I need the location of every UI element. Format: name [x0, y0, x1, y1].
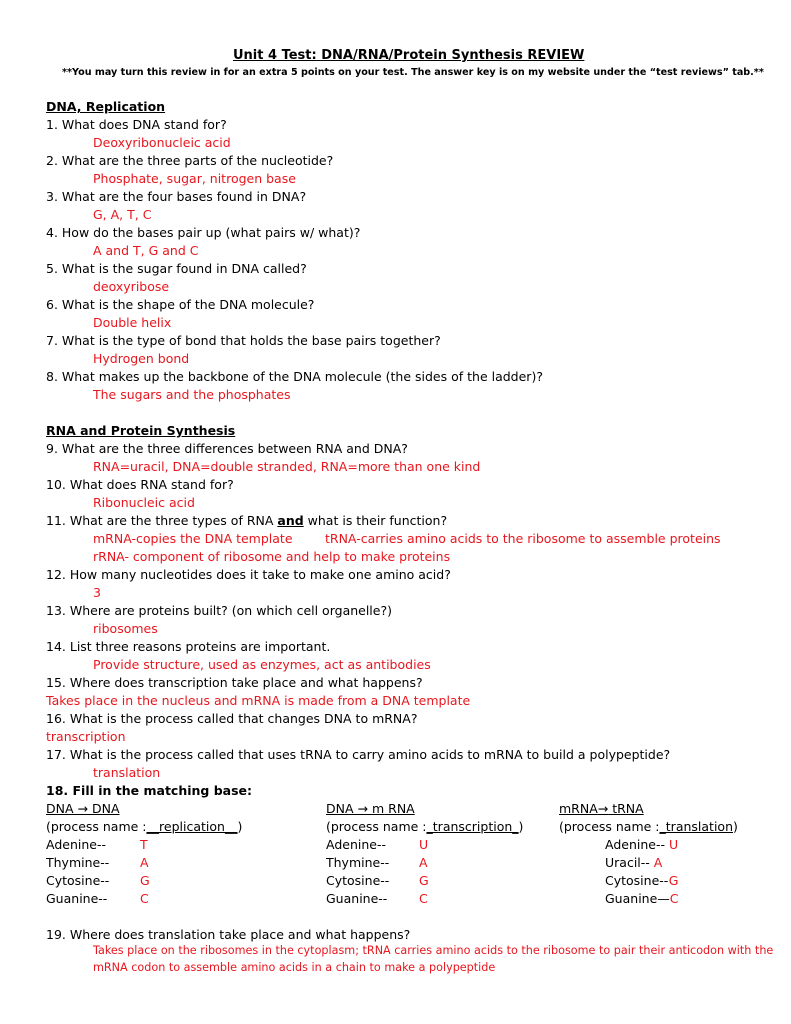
question-11-end: what is their function?: [303, 513, 448, 528]
col2-row-label: Guanine--: [326, 891, 388, 906]
col3-row-value: U: [668, 837, 679, 852]
answer-7: Hydrogen bond: [93, 351, 190, 366]
question-11-and: and: [277, 513, 304, 528]
answer-9: RNA=uracil, DNA=double stranded, RNA=more than one kind: [93, 459, 481, 474]
col2-row-label: Cytosine--: [326, 873, 390, 888]
col2-heading-start: DNA: [326, 801, 358, 816]
col2-heading: [326, 800, 415, 818]
col1-heading: [46, 800, 120, 818]
question-7: 7. What is the type of bond that holds the base pairs together?: [46, 333, 441, 348]
col1-row-value: A: [140, 855, 149, 870]
question-19: 19. Where does translation take place and what happens?: [46, 927, 411, 942]
col3-heading-end: tRNA: [608, 801, 644, 816]
col3-row: [605, 890, 679, 908]
answer-4: A and T, G and C: [93, 243, 199, 258]
col3-row: [605, 836, 678, 854]
col3-row-label: Adenine--: [605, 837, 669, 852]
question-12: 12. How many nucleotides does it take to make one amino acid?: [46, 567, 451, 582]
col1-process-label: (process name :: [46, 819, 147, 834]
col2-heading-end: RNA: [384, 801, 415, 816]
col1-process: [46, 818, 242, 836]
answer-10: Ribonucleic acid: [93, 495, 195, 510]
col1-row-label: Cytosine--: [46, 873, 110, 888]
arrow-icon: →: [597, 801, 609, 816]
col1-heading-end: DNA: [88, 801, 120, 816]
review-note: **You may turn this review in for an extra 5 points on your test. The answer key is on my website under the “test reviews” tab.**: [62, 67, 764, 78]
question-8: 8. What makes up the backbone of the DNA molecule (the sides of the ladder)?: [46, 369, 543, 384]
answer-16: transcription: [46, 729, 126, 744]
col2-row-value: C: [419, 891, 428, 906]
col3-row-label: Cytosine--: [605, 873, 669, 888]
col2-row-label: Adenine--: [326, 837, 386, 852]
question-4: 4. How do the bases pair up (what pairs w/ what)?: [46, 225, 361, 240]
question-13: 13. Where are proteins built? (on which cell organelle?): [46, 603, 392, 618]
question-1: 1. What does DNA stand for?: [46, 117, 227, 132]
col1-process-close: ): [237, 819, 243, 834]
page-title: Unit 4 Test: DNA/RNA/Protein Synthesis REVIEW: [233, 48, 585, 63]
col1-row-value: G: [140, 873, 150, 888]
question-2: 2. What are the three parts of the nucleotide?: [46, 153, 334, 168]
answer-8: The sugars and the phosphates: [93, 387, 291, 402]
answer-11-rrna: rRNA- component of ribosome and help to make proteins: [93, 549, 451, 564]
col3-row-label: Guanine—: [605, 891, 670, 906]
question-11-start: 11. What are the three types of RNA: [46, 513, 278, 528]
col2-process-value: _transcription_: [426, 819, 519, 834]
col2-row-label: Thymine--: [326, 855, 390, 870]
col3-row-value: A: [653, 855, 663, 870]
arrow-icon: →: [77, 801, 88, 816]
question-16: 16. What is the process called that changes DNA to mRNA?: [46, 711, 418, 726]
col3-row-value: C: [669, 891, 679, 906]
question-9: 9. What are the three differences between RNA and DNA?: [46, 441, 408, 456]
answer-13: ribosomes: [93, 621, 158, 636]
col3-process-value: _translation: [659, 819, 733, 834]
question-18: 18. Fill in the matching base:: [46, 783, 253, 798]
col1-heading-start: DNA: [46, 801, 78, 816]
col3-heading: [559, 800, 644, 818]
answer-19-line-2: mRNA codon to assemble amino acids in a chain to make a polypeptide: [93, 961, 496, 974]
col2-row-value: A: [419, 855, 428, 870]
question-11: [46, 512, 447, 530]
answer-15: Takes place in the nucleus and mRNA is made from a DNA template: [46, 693, 471, 708]
col1-process-value: __replication__: [146, 819, 238, 834]
answer-19-line-1: Takes place on the ribosomes in the cytoplasm; tRNA carries amino acids to the ribosome to pair their anticodon with the: [93, 944, 774, 957]
col2-heading-m: m: [368, 801, 385, 816]
question-6: 6. What is the shape of the DNA molecule?: [46, 297, 315, 312]
answer-1: Deoxyribonucleic acid: [93, 135, 231, 150]
answer-6: Double helix: [93, 315, 172, 330]
answer-11-trna: tRNA-carries amino acids to the ribosome to assemble proteins: [325, 531, 721, 546]
col3-process: [559, 818, 738, 836]
col1-row-label: Adenine--: [46, 837, 106, 852]
question-3: 3. What are the four bases found in DNA?: [46, 189, 307, 204]
question-10: 10. What does RNA stand for?: [46, 477, 234, 492]
answer-12: 3: [93, 585, 101, 600]
col1-row-value: T: [140, 837, 148, 852]
col3-process-close: ): [733, 819, 738, 834]
col2-process-label: (process name :: [326, 819, 427, 834]
answer-3: G, A, T, C: [93, 207, 152, 222]
section-heading-dna-replication: DNA, Replication: [46, 99, 166, 114]
col1-row-value: C: [140, 891, 149, 906]
col3-heading-start: mRNA: [559, 801, 598, 816]
col1-row-label: Guanine--: [46, 891, 108, 906]
answer-5: deoxyribose: [93, 279, 170, 294]
col2-process-close: ): [518, 819, 524, 834]
question-14: 14. List three reasons proteins are important.: [46, 639, 331, 654]
col1-row-label: Thymine--: [46, 855, 110, 870]
section-heading-rna-protein: RNA and Protein Synthesis: [46, 423, 236, 438]
question-5: 5. What is the sugar found in DNA called?: [46, 261, 307, 276]
col3-row-value: G: [668, 873, 679, 888]
answer-14: Provide structure, used as enzymes, act as antibodies: [93, 657, 431, 672]
arrow-icon: →: [357, 801, 368, 816]
col2-process: [326, 818, 523, 836]
answer-17: translation: [93, 765, 161, 780]
col3-row: [605, 872, 678, 890]
answer-11-mrna: mRNA-copies the DNA template: [93, 531, 293, 546]
col2-row-value: U: [419, 837, 429, 852]
col3-row: [605, 854, 662, 872]
question-17: 17. What is the process called that uses tRNA to carry amino acids to mRNA to build a polypeptide?: [46, 747, 671, 762]
answer-2: Phosphate, sugar, nitrogen base: [93, 171, 296, 186]
col2-row-value: G: [419, 873, 429, 888]
col3-process-label: (process name :: [559, 819, 660, 834]
col3-row-label: Uracil--: [605, 855, 654, 870]
question-15: 15. Where does transcription take place and what happens?: [46, 675, 423, 690]
